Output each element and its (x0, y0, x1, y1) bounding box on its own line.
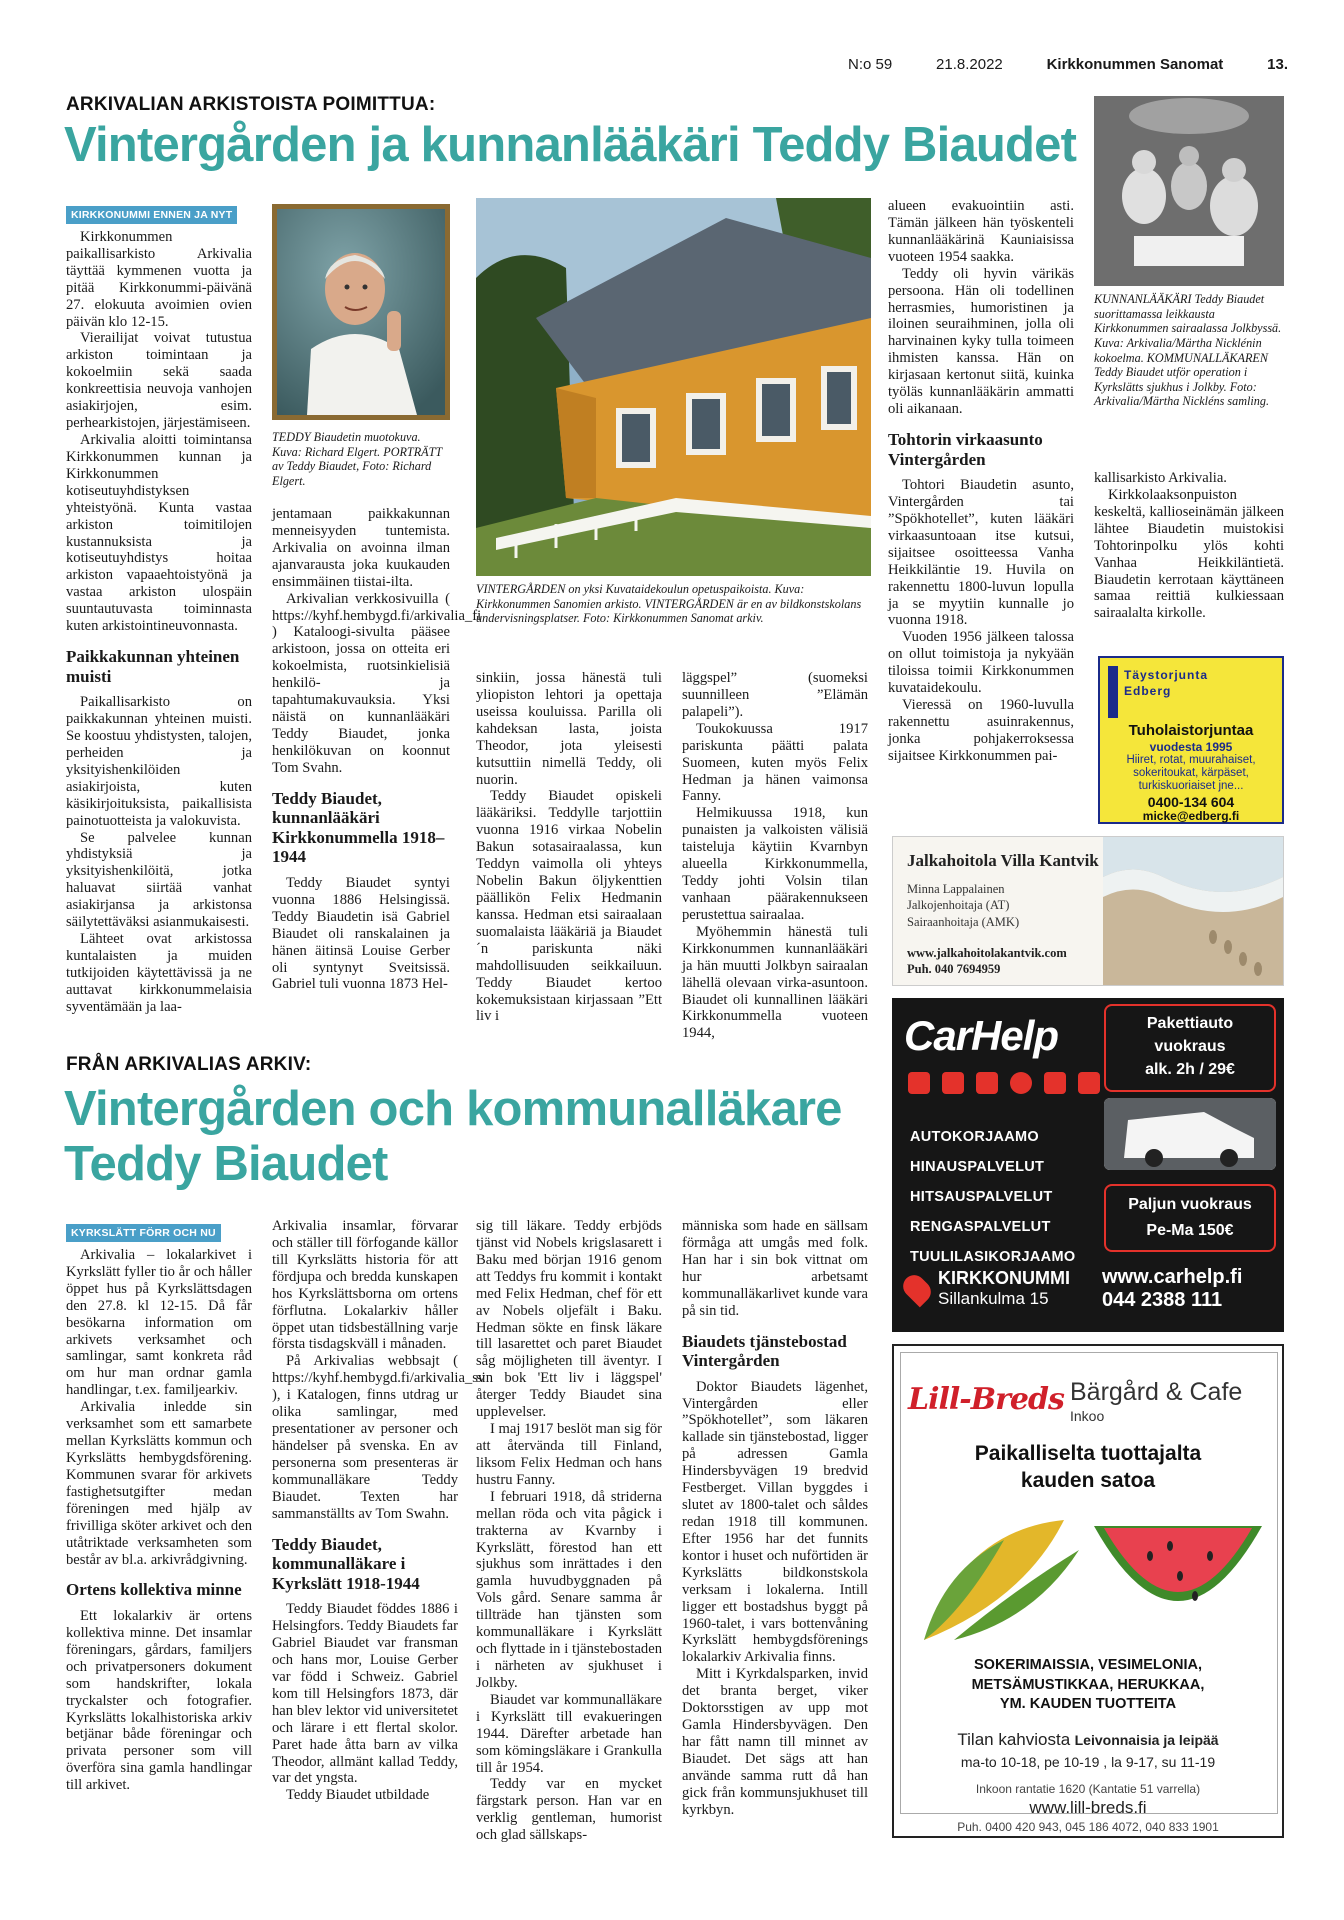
fi-headline: Vintergården ja kunnanlääkäri Teddy Biaudet (64, 118, 1077, 172)
edberg-since: vuodesta 1995 (1149, 740, 1233, 754)
paragraph: På Arkivalias webbsajt ( https://kyhf.hembygd.fi/arkivalia_sv ), i Katalogen, finns utdrag ur olika samlingar, med presentationer av personer och händelser på svenska. En av personerna som presenteras är kommunalläkare Teddy Biaudet. Texten har sammanställts av Tom Swahn. (272, 1353, 486, 1522)
lillbreds-product-3: YM. KAUDEN TUOTTEITA (999, 1696, 1177, 1713)
house-caption: VINTERGÅRDEN on yksi Kuvataidekoulun opetuspaikoista. Kuva: Kirkkonummen Sanomien arkisto. VINTERGÅRDEN är en av bildkonstskolans undervisningsplatser. Foto: Kirkkonummen Sanomat arkiv. (476, 582, 862, 626)
carhelp-service-5: TUULILASIKORJAAMO (910, 1249, 1076, 1265)
carhelp-phone: 044 2388 111 (1102, 1289, 1223, 1311)
paragraph: Tohtori Biaudetin asunto, Vintergården tai ”Spökhotellet”, kuten lääkäri virkaasuntoaan itse kutsui, sijaitsee osoitteessa Vanha Heikkiläntie 19. Huvila on rakennettu 1800-luvun lopulla ja se myytiin kunnalle jo vuonna 1918. (888, 477, 1074, 629)
tire-icon (1010, 1072, 1032, 1094)
kantvik-phone: Puh. 040 7694959 (907, 962, 1001, 977)
carhelp-logo: CarHelp (904, 1012, 1059, 1059)
lillbreds-ad[interactable] (892, 1344, 1284, 1838)
sv-headline-line-2: Teddy Biaudet (64, 1137, 388, 1192)
surgery-caption: KUNNANLÄÄKÄRI Teddy Biaudet suorittamassa leikkausta Kirkkonummen sairaalassa Jolkbyssä. Kuva: Arkivalia/Märtha Nicklénin kokoelma. KOMMUNALLÄKAREN Teddy Biaudet utför operation i Kyrkslätts sjukhus i Jolkby. Foto: Arkivalia/Märtha Nickléns samling. (1094, 292, 1282, 409)
paragraph: Kirkkolaaksonpuiston keskeltä, kallioseinämän jälkeen lähtee Biaudetin muistokisi Tohtorinpolku ylös kohti Vanhaa Heikkiläntietä. Biaudetin kerrotaan käyttäneen samaa reittiä kulkiessaan sairaalalta kirkolle. (1094, 486, 1284, 622)
paragraph: kallisarkisto Arkivalia. (1094, 470, 1227, 486)
paragraph: Kirkkonummen paikallisarkisto Arkivalia täyttää kymmenen vuotta ja pitää Kirkkonummi-päivänä 27. elokuuta avoimien ovien päivän klo 12-15. (66, 228, 252, 330)
paragraph: Vieressä on 1960-luvulla rakennettu asuinrakennus, jonka pohjakerroksessa sijaitsee Kirkkonummen pai- (888, 697, 1074, 764)
edberg-services (1100, 754, 1282, 794)
lillbreds-web-link[interactable]: www.lill-breds.fi (1029, 1798, 1147, 1817)
page-header (848, 56, 1288, 73)
welding-icon (1044, 1072, 1066, 1094)
sv-column-2 (272, 1218, 486, 1804)
paragraph: Mitt i Kyrkdalsparken, invid det branta berget, viker Doktorsstigen av upp mot Gamla Hindersbyvägen. Den har fått namn till minnet av Biaudet. Det sägs att han använde samma rutt då han gick från kommunsjukhuset till kyrkbyn. (682, 1666, 868, 1818)
paragraph: alueen evakuointiin asti. Tämän jälkeen hän työskenteli kunnanlääkärinä Kauniaisissa vuoteen 1954 saakka. (888, 198, 1074, 265)
paragraph: Arkivalia aloitti toimintansa Kirkkonummen kunnan ja Kirkkonummen kotiseutuyhdistyksen yhteistyönä. Kunta vastaa arkiston toimitilojen kustannuksista ja kotiseutuyhdistys hoitaa arkiston vapaaehtoistyönä ja vastaa arkiston ulospäin suuntautuvasta toiminnasta kuten arkistointineuvonnasta. (66, 431, 252, 635)
paragraph: Lähteet ovat arkistossa kuntalaisten ja muiden tutkijoiden käytettävissä ja ne auttavat kirkkonummelaisia syventämään ja laa- (66, 931, 252, 1015)
carhelp-services (910, 1122, 1075, 1272)
carhelp-ad[interactable] (892, 998, 1284, 1332)
lillbreds-cafe-items: Leivonnaisia ja leipää (1074, 1732, 1219, 1748)
kantvik-role-2: Sairaanhoitaja (AMK) (907, 914, 1020, 929)
sv-column-4 (682, 1218, 868, 1819)
paragraph: människa som hade en sällsam förmåga att umgås med folk. Han har i sin bok vittnat om hur arbetsamt kommunalläkarlivet kunde vara på sin tid. (682, 1218, 868, 1319)
paragraph: Teddy Biaudet opiskeli lääkäriksi. Teddylle tarjottiin vuonna 1916 virkaa Nobelin Bakun sotasairaalassa, kun Teddyn vaimolla oli yhteys Nobelin Bakun öljykenttien päällikön Felix Hedmanin kanssa. Hedman etsi sairaalaan suomalaista lääkäriä ja Biaudet´n pariskunta näki mahdollisuuden seikkailuun. Teddy Biaudet kertoo kokemuksistaan kirjassaan ”Ett liv i (476, 788, 662, 1025)
paragraph: Vuoden 1956 jälkeen talossa on ollut toimistoja ja nykyään tiloissa toimii Kirkkonummen kuvataidekoulu. (888, 629, 1074, 697)
edberg-email: micke@edberg.fi (1142, 809, 1240, 823)
lillbreds-cafe-label: Tilan kahviosta (957, 1730, 1071, 1749)
edberg-title: Tuholaistorjuntaa (1128, 722, 1254, 739)
fi-column-3 (476, 670, 662, 1025)
paragraph: Paikallisarkisto on paikkakunnan yhteinen muisti. Se koostuu yhdistysten, talojen, perheiden ja yksityishenkilöiden asiakirjoista, kuten käsikirjoituksista, paikallisista painotuotteista ja valokuvista. (66, 694, 252, 829)
carhelp-service-1: AUTOKORJAAMO (910, 1129, 1040, 1145)
sv-headline-line-1: Vintergården och kommunalläkare (64, 1082, 842, 1136)
lillbreds-tagline (894, 1440, 1282, 1495)
kantvik-title: Jalkahoitola Villa Kantvik (907, 851, 1099, 870)
fi-section-tag: KIRKKONUMMI ENNEN JA NYT (66, 206, 237, 224)
oil-can-icon (1078, 1072, 1100, 1094)
sv-subhead-bostad: Biaudets tjänstebostad Vintergården (682, 1331, 847, 1371)
edberg-service-1: Hiiret, rotat, muurahaiset, (1126, 754, 1256, 766)
paragraph: Myöhemmin hänestä tuli Kirkkonummen kunnanlääkäri ja hän muutti Jolkbyn sairaalan lähellä olevaan virka-asuntoon. Biaudet oli kunnallinen lääkäri Kirkkonummella vuoteen 1944, (682, 923, 868, 1042)
paragraph: Teddy Biaudet utbildade (286, 1787, 430, 1804)
paragraph: Teddy Biaudet syntyi vuonna 1886 Helsingissä. Teddy Biaudetin isä Gabriel Biaudet oli ranskalainen ja hänen äitinsä Louise Gerber oli syntynyt Sveitsissä. Gabriel tuli vuonna 1873 Hel- (272, 874, 450, 993)
location-pin-icon (899, 1271, 936, 1308)
sv-subhead-minne: Ortens kollektiva minne (66, 1580, 242, 1600)
carhelp-street: Sillankulma 15 (938, 1289, 1049, 1308)
kantvik-details (907, 881, 1019, 930)
carhelp-service-2: HINAUSPALVELUT (910, 1159, 1045, 1175)
paragraph: sinkiin, jossa hänestä tuli yliopiston lehtori ja opettaja useissa kouluissa. Parilla oli kahdeksan lasta, joista Theodor, jota yleisesti kutsuttiin nimellä Teddy, oli nuorin. (476, 670, 662, 788)
paragraph: Arkivalia – lokalarkivet i Kyrkslätt fyller tio år och håller öppet hus på Kyrkslättsdagen den 27.8. kl 12-15. Då får besökarna information om arkivets verksamhet och samlingar, samt konkreta råd om hur man ordnar gamla handlingar, t.ex. familjearkiv. (66, 1246, 252, 1399)
paragraph: jentamaan paikkakunnan menneisyyden tuntemista. Arkivalia on avoinna ilman ajanvarausta joka kuukauden ensimmäinen tiistai-ilta. (272, 506, 450, 590)
fi-column-2 (272, 506, 482, 993)
fi-kicker: ARKIVALIAN ARKISTOISTA POIMITTUA: (66, 94, 436, 115)
fi-column-1 (66, 206, 252, 1016)
lillbreds-logo: Lill-Breds (908, 1382, 1064, 1417)
fi-column-4 (682, 670, 868, 1042)
surgery-photo (1094, 96, 1284, 286)
carhelp-tub-rental-box (1104, 1184, 1276, 1252)
issue-number: N:o 59 (848, 56, 893, 73)
lillbreds-product-1: SOKERIMAISSIA, VESIMELONIA, (974, 1657, 1202, 1673)
paragraph: Toukokuussa 1917 pariskunta päätti palata Suomeen, kuten myös Felix Hedman ja hänen vaimonsa Fanny. (682, 720, 868, 805)
paragraph: Biaudet var kommunalläkare i Kyrkslätt till evakueringen 1944. Därefter arbetade han som kömingsläkare i Grankulla till år 1954. (476, 1691, 662, 1776)
edberg-phone: 0400-134 604 (1147, 794, 1235, 810)
paragraph: Doktor Biaudets lägenhet, Vintergården eller ”Spökhotellet”, som läkaren kallade sin tjänstebostad, ligger på adressen Gamla Hindersbyvägen 19 bredvid Festberget. Villan byggdes i slutet av 1800-talet och såldes redan 1918 till kommunen. Efter 1956 har det funnits kontor i huset och nuförtiden är Kyrkslätts bildkonstskola verksam i lokalerna. Intill ligger ett bostadshus byggt på 1960-talet, i vars bottenvåning Kyrkslätt hembygdsförenings lokalarkiv Arkivalia finns. (682, 1378, 868, 1666)
van-rental-line-3: alk. 2h / 29€ (1145, 1061, 1235, 1078)
carhelp-town: KIRKKONUMMI (938, 1268, 1070, 1288)
edberg-logo-line2: Edberg (1124, 684, 1172, 698)
van-rental-line-2: vuokraus (1154, 1038, 1226, 1055)
sv-headline (64, 1082, 884, 1193)
portrait-caption: TEDDY Biaudetin muotokuva. Kuva: Richard Elgert. PORTRÄTT av Teddy Biaudet, Foto: Richard Elgert. (272, 430, 442, 488)
edberg-service-2: sokeritoukat, kärpäset, (1133, 767, 1249, 780)
lillbreds-tagline-1: Paikalliselta tuottajalta (974, 1442, 1202, 1465)
edberg-ad[interactable] (1098, 656, 1284, 824)
lillbreds-product-2: METSÄMUSTIKKAA, HERUKKAA, (971, 1676, 1205, 1693)
paragraph: Ett lokalarkiv är ortens kollektiva minne. Det insamlar föreningars, gårdars, familjers och privatpersoners dokument som handskrifter, lokala tryckalster och fotografier. Kyrkslätts lokalhistoriska arkiv betjänar både föreningar och privata personer som vill överföra sina gamla handlingar till arkivet. (66, 1607, 252, 1794)
snowflake-icon (908, 1072, 930, 1094)
watermelon-illustration (1090, 1516, 1266, 1646)
paragraph: Arkivalian verkkosivuilla ( https://kyhf.hembygd.fi/arkivalia_fi ) Kataloogi-sivulta pääsee arkistoon, jossa on otteita eri kokoelmista, ruotsinkielisiä henkilö- ja tapahtumakuvauksia. Yksi näistä on kunnanlääkäri Teddy Biaudet, jonka henkilökuvan on koonnut Tom Svahn. (272, 590, 482, 776)
paragraph: Teddy var en mycket färgstark person. Han var en verklig gentleman, humorist och glad sällskaps- (476, 1776, 662, 1844)
lillbreds-hours: ma-to 10-18, pe 10-19 , la 9-17, su 11-19 (960, 1754, 1216, 1770)
carhelp-service-4: RENGASPALVELUT (910, 1219, 1051, 1235)
tub-rental-line-2: Pe-Ma 150€ (1146, 1222, 1234, 1239)
paragraph: Teddy oli hyvin värikäs persoona. Hän oli todellinen herrasmies, humoristinen ja iloinen seuraihminen, jolla oli harvinainen kyky tulla toimeen ihmisten kanssa. Hän on kirjasaan kertonut siitä, kuinka työläs kunnanlääkärin ammatti oli aikanaan. (888, 265, 1074, 418)
kantvik-name: Minna Lappalainen (907, 882, 1005, 896)
paragraph: Se palvelee kunnan yhdistyksiä ja yksityishenkilöitä, jotka haluavat siirtää vanhat asiakirjansa ja arkistonsa säilytettäväksi asianmukaisesti. (66, 829, 252, 931)
carhelp-service-3: HITSAUSPALVELUT (910, 1189, 1053, 1205)
paragraph: Teddy Biaudet föddes 1886 i Helsingfors. Teddy Biaudets far Gabriel Biaudet var fransman och hans mor, Louise Gerber var född i Schweiz. Gabriel kom till Helsingfors 1873, där han blev lektor vid universitetet och lärare i ett flertal skolor. Paret hade åtta barn av vilka Theodor, allmänt kallad Teddy, var det yngsta. (272, 1601, 458, 1787)
paragraph: läggspel” (suomeksi suunnilleen ”Elämän palapeli”). (682, 670, 868, 720)
paper-name: Kirkkonummen Sanomat (1046, 56, 1224, 73)
corn-illustration (914, 1510, 1084, 1650)
sv-column-3 (476, 1218, 662, 1844)
lillbreds-products (894, 1656, 1282, 1715)
vintergarden-house-photo (476, 198, 871, 576)
sv-section-tag: KYRKSLÄTT FÖRR OCH NU (66, 1224, 221, 1242)
paragraph: I maj 1917 beslöt man sig för att återvända till Finland, liksom Felix Hedman och hans hustru Fanny. (476, 1421, 662, 1488)
fi-column-6 (1094, 470, 1284, 622)
fi-subhead-tohtori: Tohtorin virkaasunto Vintergården (888, 429, 1043, 469)
sv-kicker: FRÅN ARKIVALIAS ARKIV: (66, 1054, 312, 1075)
tub-rental-line-1: Paljun vuokraus (1128, 1196, 1252, 1213)
lillbreds-subtitle: Bärgård & Cafe (1070, 1378, 1243, 1406)
page-number: 13. (1267, 56, 1288, 73)
sv-column-1 (66, 1224, 252, 1794)
carhelp-van-photo (1104, 1098, 1276, 1170)
carhelp-web-link[interactable]: www.carhelp.fi (1102, 1266, 1243, 1288)
paragraph: Arkivalia inledde sin verksamhet som ett samarbete mellan Kyrkslätts kommun och Kyrkslätts hembygdsförening. Kommunen svarar för arkivets fastighetsutgifter medan föreningen med hjälp av frivilliga sköter arkivet och den utåtriktade verksamheten som består av bl.a. arkivrådgivning. (66, 1399, 252, 1568)
edberg-logo-line1: Täystorjunta (1124, 668, 1209, 682)
issue-date: 21.8.2022 (936, 56, 1003, 73)
lift-icon (976, 1072, 998, 1094)
carhelp-address (938, 1268, 1070, 1309)
carhelp-van-rental-box (1104, 1004, 1276, 1092)
paragraph: Helmikuussa 1918, kun punaisten ja valkoisten välisiä taisteluja käytiin Kvarnbyn alueella Kirkkonummella, Teddy johti Volsin tilan vanhaan päärakennukseen perustettua sairaalaa. (682, 805, 868, 923)
kantvik-ad[interactable] (892, 836, 1284, 986)
carhelp-service-icons (908, 1072, 1100, 1094)
van-rental-line-1: Pakettiauto (1146, 1015, 1234, 1032)
tow-truck-icon (942, 1072, 964, 1094)
carhelp-contact (1102, 1266, 1242, 1312)
kantvik-contact (907, 945, 1067, 978)
paragraph: I februari 1918, då striderna mellan röda och vita pågick i trakterna av Kvarnby i Kyrkslätt, förestod han ett sjukhus som inrättades i den gamla huvudbyggnaden på Vols gård. Senare samma år tillträde han tjänsten som kommunalläkare i Kyrkslätt och flyttade in i tjänstebostaden i närheten av sjukhuset i Jolkby. (476, 1488, 662, 1691)
fi-column-5 (888, 198, 1074, 765)
fi-subhead-biaudet: Teddy Biaudet, kunnanlääkäri Kirkkonummella 1918–1944 (272, 788, 445, 867)
paragraph: sig till läkare. Teddy erbjöds tjänst vid Nobels krigslasarett i Baku med början 1916 genom att Teddys fru kommit i kontakt med Felix Hedman, chef för ett av Nobels oljefält i Baku. Hedman sökte en finsk läkare till lasarettet och paret Biaudet såg möjligheten till äventyr. I sin bok 'Ett liv i läggspel' återger Teddy Biaudet sina upplevelser. (476, 1218, 662, 1421)
paragraph: Arkivalia insamlar, förvarar och ställer till förfogande källor till Kyrkslätts historia för att fördjupa och bredda kunskapen hos Kyrkslättsborna om ortens förflutna. Lokalarkiv håller öppet utan tidsbeställning varje första tisdagskväll i månaden. (272, 1218, 458, 1353)
kantvik-role-1: Jalkojenhoitaja (AT) (907, 898, 1010, 913)
lillbreds-address: Inkoon rantatie 1620 (Kantatie 51 varrella) (975, 1782, 1201, 1796)
kantvik-web-link[interactable]: www.jalkahoitolakantvik.com (907, 946, 1067, 960)
sv-subhead-biaudet: Teddy Biaudet, kommunalläkare i Kyrkslätt 1918-1944 (272, 1534, 420, 1593)
lillbreds-phones: Puh. 0400 420 943, 045 186 4072, 040 833 1901 (957, 1820, 1219, 1834)
edberg-service-3: turkiskuoriaiset jne... (1138, 780, 1244, 793)
lillbreds-cafe (894, 1730, 1282, 1750)
paragraph: Vierailijat voivat tutustua arkiston toimintaan ja kokoelmiin sekä saada konkreettisia neuvoja vanhojen asiakirjojen, esim. perhearkistojen, järjestämiseen. (66, 330, 252, 432)
lillbreds-location: Inkoo (1070, 1408, 1105, 1424)
fi-subhead-muisti: Paikkakunnan yhteinen muisti (66, 647, 240, 686)
teddy-portrait-photo (272, 204, 450, 420)
lillbreds-tagline-2: kauden satoa (1020, 1469, 1156, 1493)
